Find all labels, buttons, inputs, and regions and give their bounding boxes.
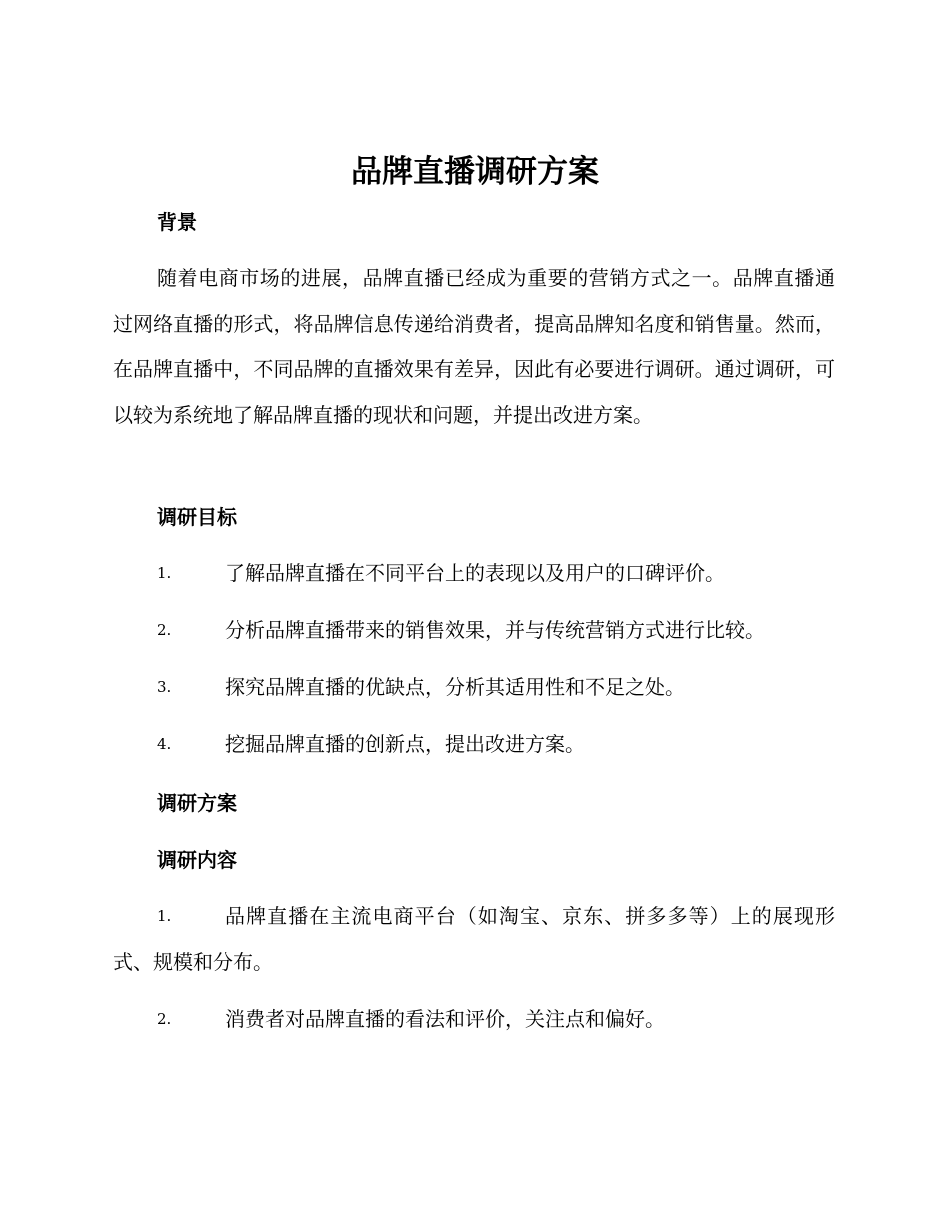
list-item-number: 1. xyxy=(157,564,172,582)
content-list-item xyxy=(113,997,835,1043)
content-list-item xyxy=(113,894,835,985)
list-item-text: 品牌直播在主流电商平台（如淘宝、京东、拼多多等）上的展现形式、规模和分布。 xyxy=(113,904,835,974)
list-item-text: 挖掘品牌直播的创新点，提出改进方案。 xyxy=(225,732,585,756)
list-item-text: 消费者对品牌直播的看法和评价，关注点和偏好。 xyxy=(225,1007,665,1031)
list-item-text: 探究品牌直播的优缺点，分析其适用性和不足之处。 xyxy=(225,675,685,699)
goals-list-item xyxy=(113,722,835,768)
section-heading-background: 背景 xyxy=(157,210,197,234)
list-item-number: 4. xyxy=(157,735,172,753)
list-item-text: 分析品牌直播带来的销售效果，并与传统营销方式进行比较。 xyxy=(225,618,765,642)
list-item-number: 3. xyxy=(157,678,172,696)
list-item-text: 了解品牌直播在不同平台上的表现以及用户的口碑评价。 xyxy=(225,561,725,585)
goals-list-item xyxy=(113,665,835,711)
list-item-number: 2. xyxy=(157,1010,172,1028)
goals-list-item xyxy=(113,608,835,654)
section-heading-goals: 调研目标 xyxy=(157,505,237,529)
document-title: 品牌直播调研方案 xyxy=(351,154,599,190)
section-heading-plan: 调研方案 xyxy=(157,791,237,815)
goals-list-item xyxy=(113,551,835,597)
background-paragraph: 随着电商市场的进展，品牌直播已经成为重要的营销方式之一。品牌直播通过网络直播的形式，将品牌信息传递给消费者，提高品牌知名度和销售量。然而，在品牌直播中，不同品牌的直播效果有差异，因此有必要进行调研。通过调研，可以较为系统地了解品牌直播的现状和问题，并提出改进方案。 xyxy=(113,266,835,427)
section-heading-content: 调研内容 xyxy=(157,848,237,872)
list-item-number: 1. xyxy=(157,907,172,925)
list-item-number: 2. xyxy=(157,621,172,639)
